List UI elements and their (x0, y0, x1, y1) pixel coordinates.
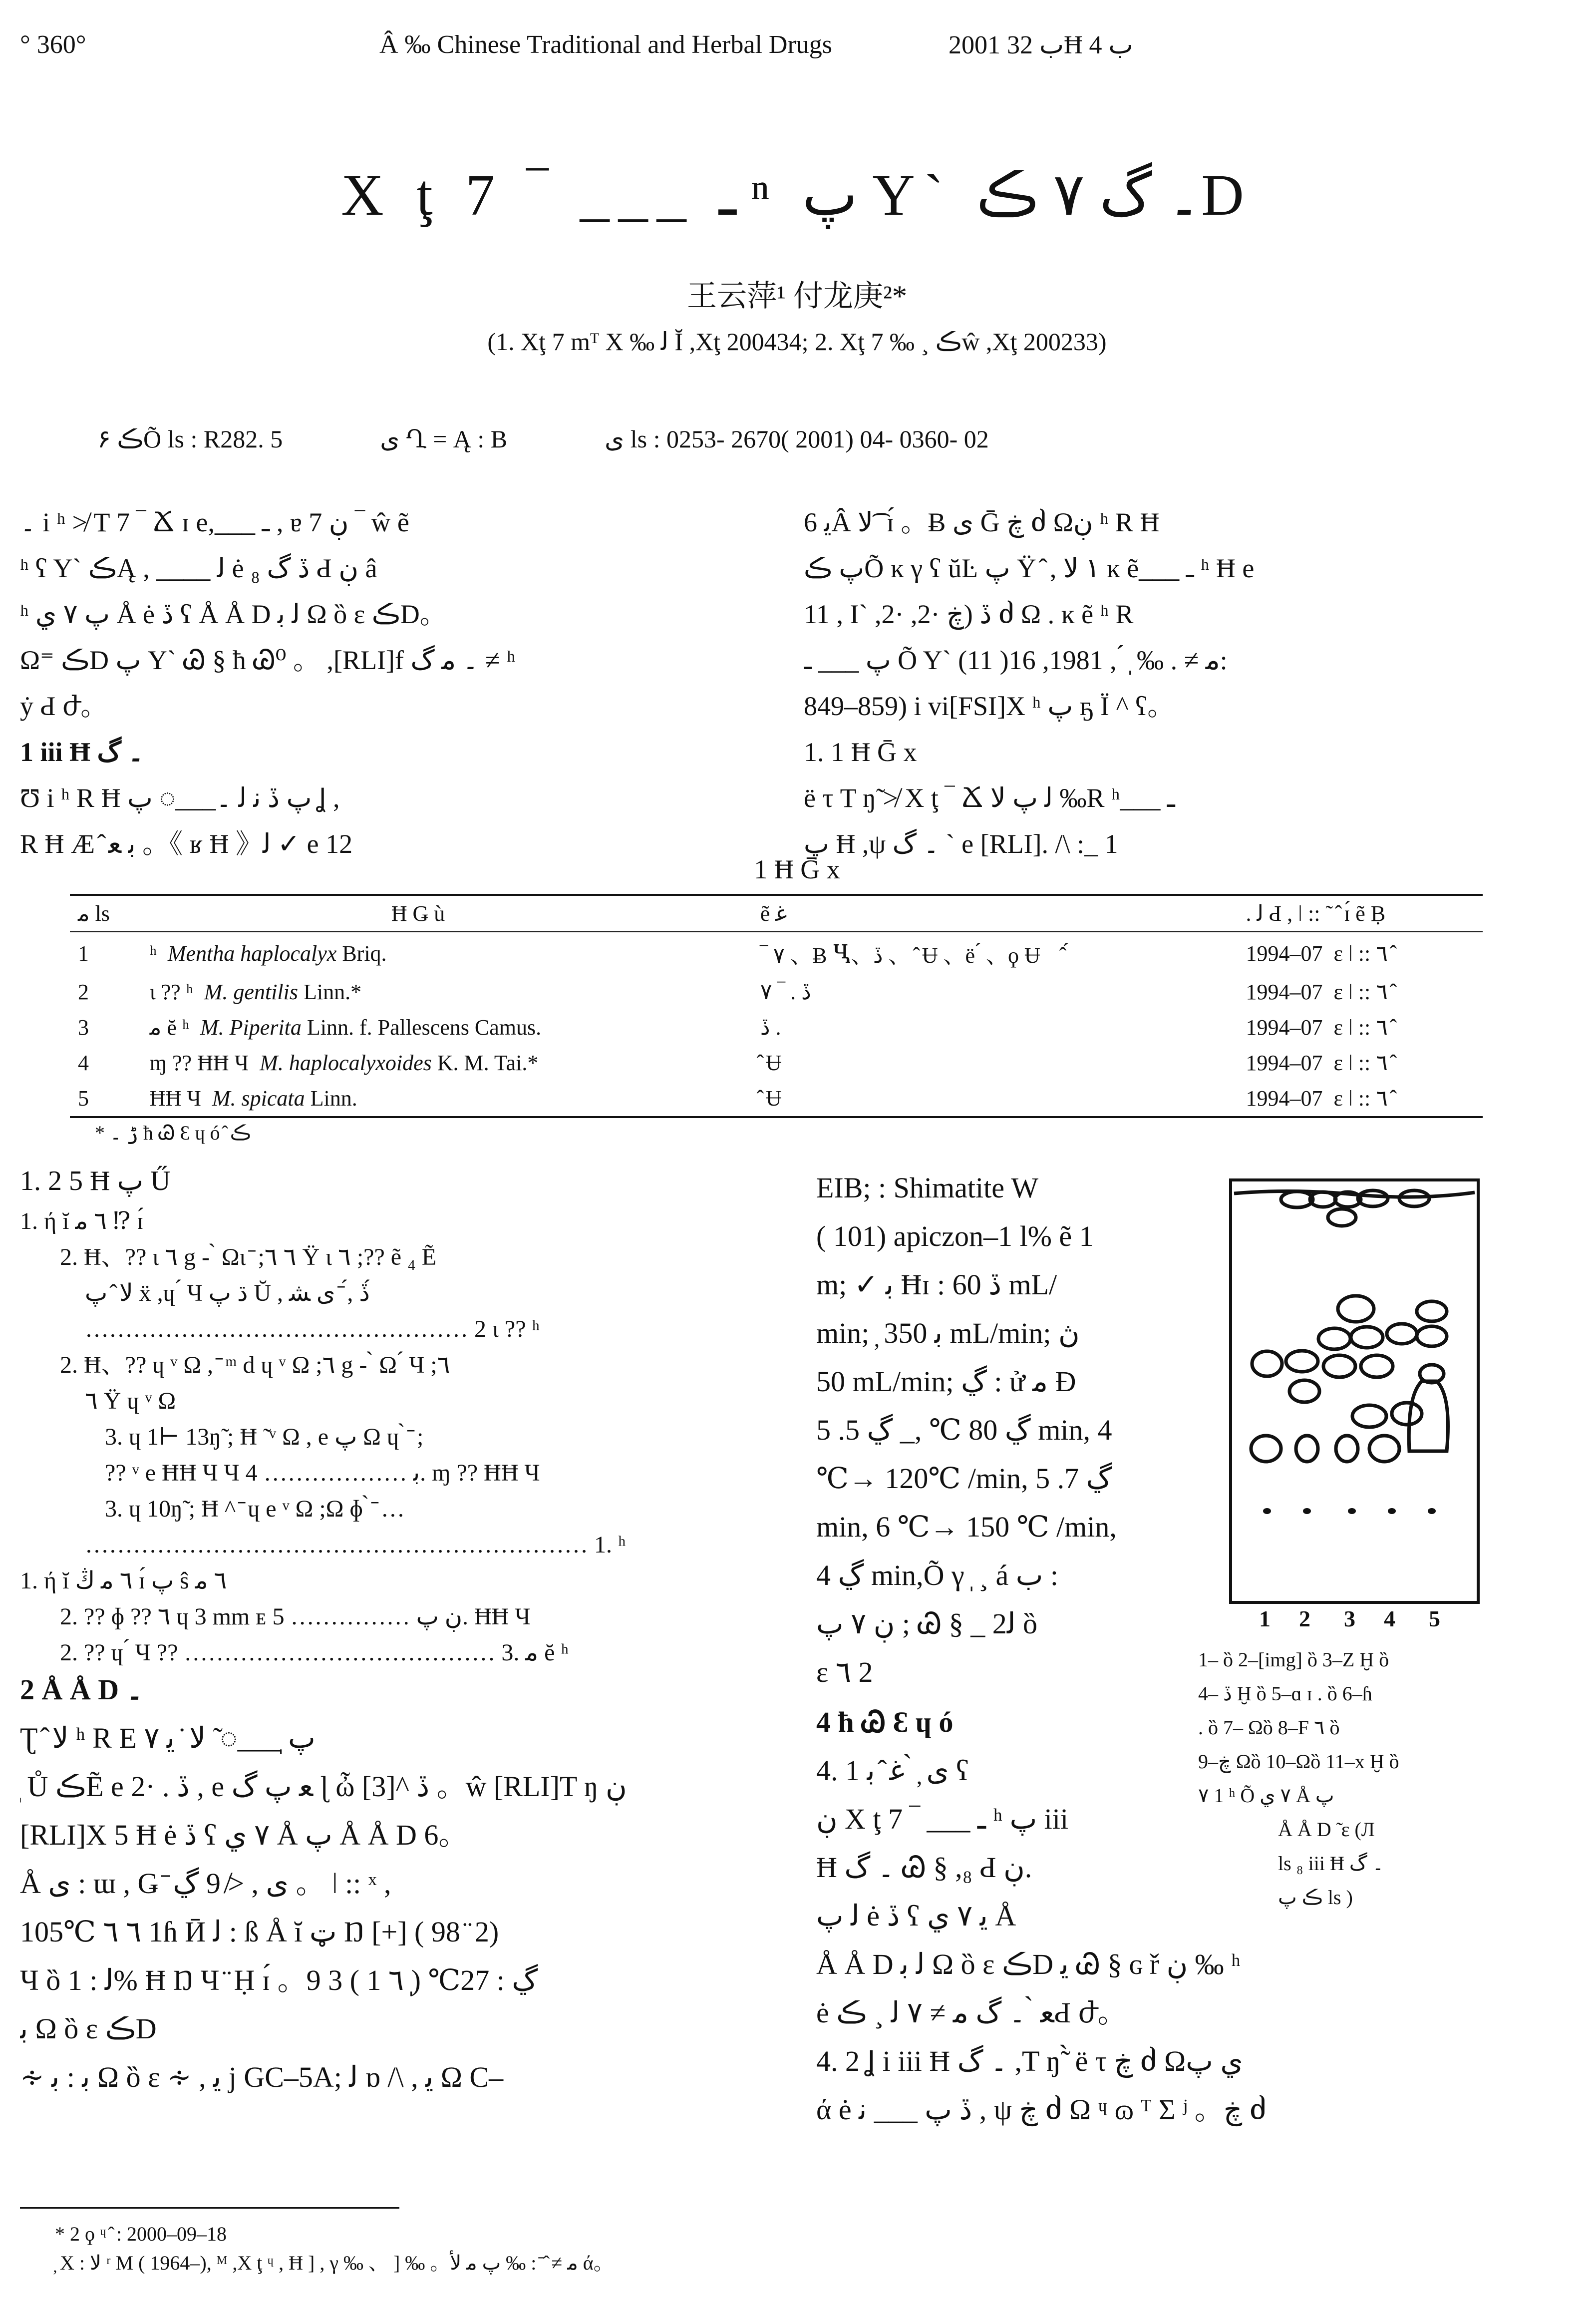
text-line: پ ___ ـ Õ Y` ﻣ ≠ . ‰ ̩ ́ , 1981, 16( 11): (804, 645, 1228, 675)
spot-9 (1392, 1403, 1422, 1425)
spot-9 (1352, 1405, 1386, 1427)
spot-6 (1252, 1351, 1282, 1376)
classification-line (97, 424, 1495, 453)
text-line: ﺑ Ω ȍ ɛ ڪD (20, 2012, 157, 2045)
col-header: . ﻟ Ԁ , ǀ :: ˜ ̂ ɪ́ ẽ Ḅ (1246, 901, 1386, 926)
key-line: 3. ɥ 1⊢ 13ŋ̃ ; Ħ ̃ ᵛ Ω , e پ Ω ɥ ̀ ̄ ; (105, 1424, 424, 1450)
left-intro-column (20, 499, 774, 867)
key-line: ………………………………………… 2 ɩ ?? ʰ (85, 1316, 540, 1342)
spot-7 (1286, 1351, 1318, 1372)
text-line: Ʊ i ʰ R Ħ پ ڏ ﻧ ﻟ ۔___◌ پ Ʝ , (20, 783, 340, 813)
text-line: پ ڪÕ ĸ γ ʕ ŭĿ پ Ÿ ̂ , ١ ﻻ ĸ ẽ___ ـ ʰ Ħ e (804, 553, 1255, 583)
authority: Linn. f. Pallescens Camus. (307, 1015, 542, 1040)
text-line: Ч ȍ ﻟ : 1% Ħ Ŋ Ч ̈ Ḥ ɪ́ 。9 ڲ : 27℃ (̩ ٦ 1 ) 3 (20, 1964, 538, 1996)
parts-cell: ڏ . (760, 1015, 781, 1040)
spot-4 (1417, 1301, 1447, 1321)
key-line: ……………………………………………………… 1. ʰ (85, 1532, 626, 1558)
page-number: ° 360° (20, 30, 86, 59)
text-line: m; ✓ ﺑ Ħɪ : ڏ 60 mL/ (816, 1268, 1057, 1301)
identification-key (20, 1159, 779, 1671)
caption-line: ڪ پ ls ) (1278, 1886, 1353, 1909)
table-row (70, 1081, 1483, 1117)
key-line: 2. Ħ、?? ɩ ٦ g - ̀ Ωɩ ̄ ;٦ ٦ Ÿ ɩ ٦ ;?? ẽ ₄ Ẽ (60, 1244, 437, 1270)
row-number: 4 (78, 1051, 89, 1075)
text-line: ( 101) apiczon–1 l% ẽ 1 (816, 1220, 1094, 1252)
authority: K. M. Tai.* (437, 1051, 539, 1075)
lane-label: 5 (1429, 1606, 1440, 1631)
text-line: ڲ 4 min,Õ γ ̩ ¸ á ب : (816, 1559, 1058, 1591)
author-bio: ̦ Χ : ﻻ ʳ M ( 1964–), ᴹ ,Χ ţ ᶣ , Ħ ] , γ ‰ 、 ] ‰ 。ﻣ ≠ ̂ ̄ : ‰ پ ﻣ ﻷ ά。 (55, 2252, 614, 2274)
lane-label: 4 (1384, 1606, 1395, 1631)
caption-line: 9–ڿ Ωȍ 10–Ωȍ 11–x Ḫ ȍ (1198, 1750, 1399, 1773)
parts-cell: ڏ . ‾ ٧ (760, 980, 811, 1004)
row-number: 5 (78, 1086, 89, 1111)
text-line: ڹ ٧ پ ; Ꮚ § _ 2ﻟ ȍ (816, 1607, 1037, 1640)
key-line: 3. ɥ 10ŋ̃ ; Ħ ^ ̄ ɥ e ᵛ Ω ;Ω ɸ ̀ ̄ … (105, 1496, 405, 1522)
spot-11 (1281, 1191, 1313, 1207)
text-line: ë τ T ŋ̃ ≯ Χ ţ ‾ Ճ ﻟ پ ﻻ ‰R ʰ___ ـ (804, 783, 1175, 813)
origin-dot (1348, 1508, 1356, 1514)
caption-line: ۷ 1 ʰ Õ ٧ ي Å پ (1198, 1784, 1334, 1807)
date-place-cell (1238, 932, 1483, 974)
text-line: ̩ Ů ڪẼ e 2· . ڏ , e ﻌ پ گ ɭ ὦ ڏ ^[3] 。ŵ [RLI]T ŋ ڹ (20, 1770, 627, 1803)
col-header: ﻣ ls (78, 901, 110, 926)
parts-cell: ̂ Ʉ (760, 1051, 782, 1075)
latin-name: Mentha haplocalyx (167, 941, 337, 966)
text-line: Ω⁼ ڪD پ Y` Ꮚ § ħ Ꮚ⁰ 。 ,[RLI]f ۔ ﻣ گ ≠ ʰ (20, 645, 516, 675)
latin-name: M. gentilis (204, 980, 298, 1004)
text-line: ẏ Ԁ ժ。 (20, 691, 108, 721)
spot-3 (1338, 1296, 1374, 1322)
latin-name: M. haplocalyxoides (260, 1051, 432, 1075)
key-line: ﻻ ̂ پ ẍ ,ɥ ́ Ч ڌ پ Ŭ , ڏ ,́ ̄ ی ﺸ ́ (85, 1280, 376, 1306)
common-name: ĦĦ Ч (149, 1086, 201, 1111)
text-line: 4. 2 Ʝ i iii Ħ ۔ گ ,T ŋ̃ ̀ ë τ ڿ ძ Ωي پ (816, 2045, 1243, 2077)
section-2 (20, 1665, 779, 2101)
section-heading: 1 iii Ħ ۔ گ (20, 737, 144, 767)
table-caption: 1 Ħ Ḡ x (754, 854, 840, 884)
collection-date: 1994–07 (1246, 1051, 1323, 1075)
section-heading: 1. 1 Ħ Ḡ x (804, 737, 917, 767)
col-header: ẽ ﻏ (760, 901, 787, 926)
spot-10 (1336, 1436, 1358, 1462)
text-line: ά ė ڏ پ ___ ﻧ , ψ ڿ ძ Ω ᶣ ɷ ᵀ Σ ʲ 。ڿ ძ (816, 2093, 1267, 2126)
right-intro-column (804, 499, 1578, 867)
origin-dot (1388, 1508, 1396, 1514)
text-line: ∻ ﺑ : ﺑ Ω ȍ ɛ ∻ , ﻳ j GC–5A; ﻟ ɒ /\ , ﻳ Ω C– (20, 2061, 504, 2093)
document-code: ی Ղ = Ą : B (380, 425, 508, 453)
text-line: min, 6 ℃→ 150 ℃ /min, (816, 1511, 1117, 1543)
lane-label: 1 (1259, 1606, 1271, 1631)
received-date: * 2 ϙ ᶣ ̂ : 2000–09–18 (55, 2223, 227, 2245)
section-heading: 4 ħ Ꮚ Ɛ ɥ ó (816, 1706, 954, 1738)
spot-7 (1323, 1355, 1355, 1377)
spot-10 (1296, 1436, 1318, 1462)
table-header-row (70, 895, 1483, 932)
spot-10 (1251, 1436, 1281, 1462)
text-line: R Ħ Æ ̂ ﺑ ﻌ 。《 ʁ Ħ 》ﻟ ✓ e 12 (20, 829, 353, 859)
authors: 王云萍¹ 付龙庚²* (687, 280, 907, 313)
subsection-heading: 1. 2 5 Ħ پ Ű (20, 1165, 171, 1196)
collection-date: 1994–07 (1246, 980, 1323, 1004)
text-line: ﻳ 6Â ﻻ ͡ ɪ́ 。Ƀ ی Ḡ ڿ ძ Ωڹ ʰ R Ħ (804, 507, 1160, 537)
text-line: Ʈ ̂ ﻻ ʰ R E پ ̩___◌ ̃ ﻻ ̇ ﻳ ٧ (20, 1722, 316, 1754)
collection-place: ɛ ǀ :: ٦ ̂ (1333, 1051, 1393, 1075)
col-header: Ħ Ǥ ù (391, 901, 445, 926)
text-line: پ Ħ ,ψ ۔ گ ` e [RLI]. /\ :_ 1 (804, 829, 1118, 859)
row-number: 1 (78, 941, 89, 966)
table-row (70, 974, 1483, 1010)
running-header (20, 30, 1573, 70)
spot-5 (1351, 1327, 1383, 1348)
key-line: 1. ή ĭ ٦ ﻣ ⁉ ɪ́ (20, 1208, 144, 1234)
spot-11 (1369, 1436, 1399, 1462)
collection-place: ɛ ǀ :: ٦ ̂ (1333, 1086, 1393, 1111)
text-line: 105℃ ٦ ٦ 1ɦ Ӣ ﻟ : ß Å ĭ ټ Ŋ [+] ( 98 ̈ 2) (20, 1916, 499, 1948)
article-title: Χ ţ 7 ‾ ___ ـ ⁿ پ Y` ۔ گ ۷ ڪD (341, 162, 1253, 228)
table-row (70, 1010, 1483, 1045)
caption-line: . ȍ 7– Ωȍ 8–F ٦ ȍ (1198, 1716, 1340, 1739)
section-heading: 2 Å Å D ۔ (20, 1673, 143, 1706)
text-line: ė ﻌ ̀ ۔ گ ﻣ ≠ ٧ ﻟ ¸ ڪԀ ժ。 (816, 1996, 1127, 2029)
common-name: ɱ ?? ĦĦ Ч (149, 1051, 249, 1075)
key-line: 1. ή ĭ ٦ ﻣ ڭ ɪ́ پ ŝ ٦ ﻣ (20, 1567, 227, 1594)
article-number: ی ls : 0253- 2670( 2001) 04- 0360- 02 (605, 425, 989, 453)
species-cell (142, 1081, 752, 1117)
figure-caption (1198, 1643, 1518, 1915)
authority: Linn. (310, 1086, 357, 1111)
origin-dot (1263, 1508, 1271, 1514)
spot-7 (1361, 1355, 1393, 1377)
text-line: ʰ پ ٧ ي Å ė ڏ ʕ Å Å D ﻟ ﺑ Ω ȍ ɛ ڪD。 (20, 599, 447, 629)
text-line: EIB; : Shimatite W (816, 1171, 1039, 1204)
text-line: [RLI]Χ 5 Ħ ė ڏ ʕ ٧ ي Å پ Å Å D 6。 (20, 1819, 468, 1851)
collection-date: 1994–07 (1246, 941, 1323, 966)
text-line: ʰ ʕ Y` ڪĄ , ____ ﻟ ė ڏ گ ₈ Ԁ ڹ â (20, 553, 377, 583)
origin-dot (1303, 1508, 1311, 1514)
text-line: ڹ Χ ţ 7 ‾ ___ ـ ʰ پ iii (816, 1803, 1069, 1835)
text-line: ﻟ پ ė ڏ ʕ ﻳ ٧ ي Å (816, 1900, 1016, 1932)
date-place-cell (1238, 1045, 1483, 1081)
latin-name: M. spicata (212, 1086, 305, 1111)
lane-label: 3 (1344, 1606, 1355, 1631)
footnote (55, 2220, 614, 2278)
parts-cell: ‾ ٧ 、Ƀ Ⴁ、ڏ 、、̂ Ʉ 、ë ́ 、ϙ Ʉ 、̂ ́ (760, 943, 1069, 968)
issue-info: 2001 ب 32Ħ ب 4 (949, 31, 1133, 59)
species-cell (142, 1045, 752, 1081)
collection-date: 1994–07 (1246, 1086, 1323, 1111)
caption-line: 4– ڏ Ḫ ȍ 5–ɑ ɪ . ȍ 6–ɦ (1198, 1682, 1372, 1705)
caption-line: Å Å D ̃ ɛ (Л (1278, 1818, 1375, 1841)
species-cell (142, 932, 752, 974)
tlc-plate-figure (1229, 1178, 1480, 1604)
gc-conditions (816, 1163, 1201, 1696)
specimen-table (70, 894, 1483, 1118)
key-line: 2. Ħ、?? ɥ ᵛ Ω , ̄ ᵐ d ɥ ᵛ Ω ;٦ g - ̀ Ω ́ Ч ;٦ (60, 1352, 450, 1378)
caption-line: ls ₈ iii Ħ ۔ گ (1278, 1852, 1384, 1875)
key-line: 2. ?? ɥ ́ Ч ?? ………………………………… 3. ﻣ ĕ ʰ (60, 1639, 569, 1666)
text-line: Å Å D ﻟ ﺑ Ω ȍ ɛ ڪD ﻳ Ꮚ § ɢ ř ڹ ‰ ʰ (816, 1948, 1241, 1980)
text-line: Ħ ۔ گ Ꮚ § ,₈ Ԁ ڹ. (816, 1851, 1032, 1884)
text-line: min; ̦ ﺑ 350 mL/min; ڽ (816, 1317, 1080, 1349)
spot-2 (1328, 1209, 1356, 1226)
table-row (70, 1045, 1483, 1081)
text-line: ℃→ 120℃ /min, ڲ 7. 5 (816, 1462, 1112, 1495)
latin-name: M. Piperita (200, 1015, 302, 1040)
collection-place: ɛ ǀ :: ٦ ̂ (1333, 1015, 1393, 1040)
row-number: 3 (78, 1015, 89, 1040)
text-line: ɛ ٦ 2 (816, 1656, 873, 1688)
spot-8 (1289, 1380, 1319, 1402)
footnote-rule (20, 2207, 399, 2209)
spot-5 (1318, 1328, 1350, 1349)
text-line: 849–859) i vi[FSI]Χ ʰ پ ҕ Ϊ ^ ʕ。 (804, 691, 1175, 721)
origin-dot (1428, 1508, 1436, 1514)
affiliation: (1. Χţ 7 mᵀ Χ ‰ ﻟ Ĭ ,Χţ 200434; 2. Χţ 7 ‰ ¸ ڪŵ ,Χţ 200233) (487, 328, 1107, 356)
spot-6 (1387, 1324, 1417, 1344)
date-place-cell (1238, 974, 1483, 1010)
text-line: 4. 1 ی ̦ ̀ ﻏ ̂ ﺑ ʕ (816, 1754, 969, 1787)
table-note: * ڑ ۔ ħ Ꮚ Ɛ ɥ ó ̂ ڪ (95, 1122, 251, 1144)
collection-date: 1994–07 (1246, 1015, 1323, 1040)
date-place-cell (1238, 1010, 1483, 1045)
species-cell (142, 974, 752, 1010)
journal-name: Â ‰ Chinese Traditional and Herbal Drugs (379, 30, 833, 59)
key-line: ?? ᵛ e ĦĦ Ч Ч ﺑ ……………… 4. ɱ ?? ĦĦ Ч (105, 1460, 540, 1486)
parts-cell: ̂ Ʉ (760, 1086, 782, 1111)
lane-label: 2 (1299, 1606, 1310, 1631)
text-line: 11 , Ι` ,2· ,2· ڏ (ڿ ძ Ω . ĸ ẽ ʰ R (804, 599, 1134, 629)
tlc-plate-drawing (1232, 1181, 1477, 1601)
authority: Linn.* (303, 980, 362, 1004)
authority: Briq. (342, 941, 387, 966)
text-line: ڲ 80 ℃ ,_ ڲ 5. 5 min, 4 (816, 1414, 1112, 1446)
key-line: 2. ?? ɸ ?? ٦ ɥ 3 mm ᴇ ڹ پ …………… 5. ĦĦ Ч (60, 1603, 531, 1630)
table-row (70, 932, 1483, 974)
key-line: ٦ Ÿ ɥ ᵛ Ω (85, 1388, 176, 1414)
collection-place: ɛ ǀ :: ٦ ̂ (1333, 941, 1393, 966)
date-place-cell (1238, 1081, 1483, 1117)
text-line: Å ی : ɯ , Ǥ ̄ ی , ≯ 9 ڲ 。 ǀ :: ˣ , (20, 1867, 391, 1900)
text-line: 50 mL/min; ڲ : ử ﻣ Ð (816, 1365, 1076, 1398)
spot-6 (1417, 1326, 1447, 1346)
common-name: ɩ ?? ʰ (149, 980, 193, 1004)
row-number: 2 (78, 980, 89, 1004)
text-line: ۔ i ʰ ≯ T 7 ‾ Ճ ɪ e,___ ـ , ɐ ڹ 7 ‾ ŵ ẽ (20, 507, 409, 537)
clc-number: ۶ ڪÕ ls : R282. 5 (97, 425, 283, 453)
streak-lane-5 (1409, 1381, 1448, 1451)
common-name: ﻣ ĕ ʰ (149, 1015, 189, 1040)
common-name: ʰ (149, 941, 157, 966)
caption-line: 1– ȍ 2–[img] ȍ 3–Z Ḫ ȍ (1198, 1648, 1389, 1671)
species-cell (142, 1010, 752, 1045)
collection-place: ɛ ǀ :: ٦ ̂ (1333, 980, 1393, 1004)
